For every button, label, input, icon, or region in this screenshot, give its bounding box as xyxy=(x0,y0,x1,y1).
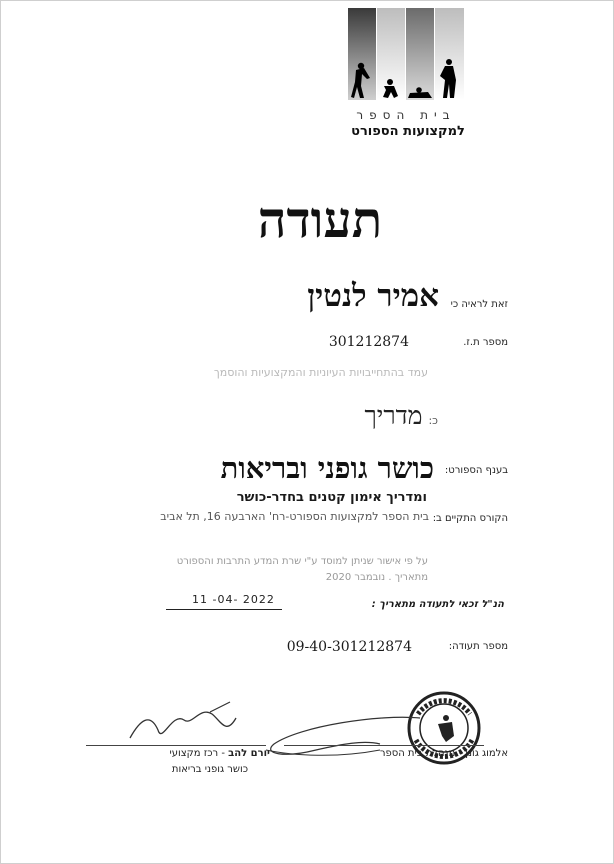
coordinator-role: - רכז מקצועי xyxy=(169,748,225,759)
coordinator-signature-line xyxy=(86,745,266,746)
role-row xyxy=(365,401,439,431)
id-value: 301212874 xyxy=(328,334,409,350)
requirements-text: עמד בהתחייבויות העיוניות והמקצועיות והוסמך xyxy=(213,366,428,379)
cert-number: 09-40-301212874 xyxy=(286,639,412,655)
school-name-line1: בית הספר xyxy=(356,108,456,122)
branch-label: בענף הספורט: xyxy=(444,465,508,476)
school-name-line2: למקצועות הספורט xyxy=(351,124,465,139)
branch-value: כושר גופני ובריאות xyxy=(220,451,434,485)
director-caption: אלמוג גונן - מנהלת בית הספר xyxy=(379,748,508,759)
coordinator-field: כושר גופני בריאות xyxy=(171,764,248,775)
cert-number-label: מספר תעודה: xyxy=(448,641,508,652)
entitled-date: 11 -04- 2022 xyxy=(192,593,275,606)
director-signature-line xyxy=(284,745,484,746)
entitled-label: הנ"ל זכאי לתעודה מתאריך : xyxy=(371,599,504,610)
intro-label: זאת לראיה כי xyxy=(450,299,508,310)
coordinator-caption xyxy=(170,748,270,759)
course-name: ומדריך אימון קטנים בחדר-כושר xyxy=(236,490,427,505)
school-logo xyxy=(348,8,464,100)
course-location: בית הספר למקצועות הספורט-רח' הארבעה 16, תל אביב xyxy=(160,510,429,523)
course-label: הקורס התקיים ב: xyxy=(432,513,508,524)
signatures-icon xyxy=(80,700,480,770)
role-prefix: כ: xyxy=(428,414,438,427)
role-value: מדריך xyxy=(364,401,423,430)
id-label: מספר ת.ז. xyxy=(463,337,508,348)
approval-text xyxy=(128,554,428,586)
coordinator-name: יורם להב xyxy=(228,748,270,759)
date-underline xyxy=(166,609,282,610)
approval-line2: מתאריך . נובמבר 2020 xyxy=(325,572,428,583)
approval-line1: על פי אישור שניתן למוסד ע"י שרת המדע התרבות והספורט xyxy=(176,556,428,567)
certificate-title: תעודה xyxy=(257,190,383,249)
recipient-name: אמיר לנטין xyxy=(307,278,439,314)
